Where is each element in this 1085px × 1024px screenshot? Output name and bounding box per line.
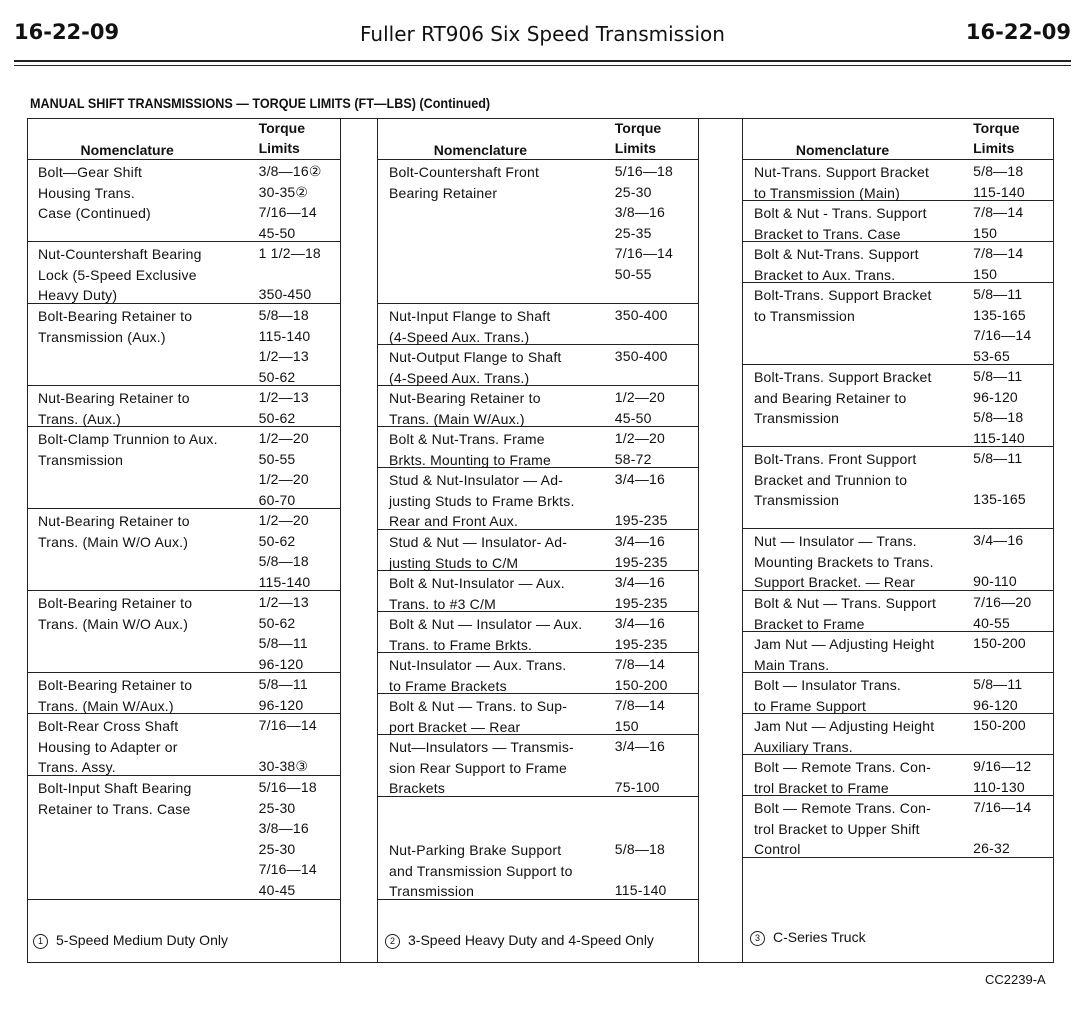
torque-limit-cell: 7/8—14 150 — [973, 204, 1024, 241]
table-row — [27, 386, 340, 427]
nomenclature-cell: Bolt-Rear Cross Shaft Housing to Adapter or Trans. Assy. — [38, 718, 179, 776]
footnote-text: C-Series Truck — [773, 929, 866, 945]
torque-limit-cell: 3/4—16 90-110 — [973, 532, 1024, 590]
table-row — [743, 201, 1054, 242]
torque-limit-cell: 5/16—18 25-30 3/8—16 25-30 7/16—14 40-45 — [258, 779, 317, 898]
nomenclature-cell: Bolt & Nut — Trans. to Sup- port Bracket — Rear — [389, 698, 568, 735]
nomenclature-cell: Jam Nut — Adjusting Height Main Trans. — [754, 636, 935, 673]
header-nomenclature: Nomenclature — [80, 142, 174, 158]
nomenclature-cell: Bolt-Bearing Retainer to Trans. (Main W/O Aux.) — [38, 595, 193, 632]
footnote-1 — [33, 932, 228, 949]
torque-limit-cell: 3/4—16 195-235 — [614, 533, 668, 570]
table-row — [743, 447, 1054, 529]
nomenclature-cell: Stud & Nut-Insulator — Ad- justing Studs to Frame Brkts. Rear and Front Aux. — [389, 472, 575, 530]
torque-limit-cell: 7/16—20 40-55 — [973, 594, 1032, 631]
torque-limit-cell: 9/16—12 110-130 — [973, 758, 1032, 795]
table-row — [378, 345, 698, 386]
figure-code: CC2239-A — [985, 972, 1046, 987]
table-row — [27, 714, 340, 776]
nomenclature-cell: Nut-Parking Brake Support and Transmission Support to Transmission — [389, 842, 573, 900]
nomenclature-cell: Bolt-Trans. Front Support Bracket and Trunnion to Transmission — [754, 451, 917, 509]
table-column-2 — [377, 118, 699, 963]
torque-limit-cell: 7/16—14 30-38③ — [258, 717, 317, 775]
torque-limit-cell: 1/2—13 50-62 5/8—11 96-120 — [258, 594, 309, 672]
nomenclature-cell: Bolt-Bearing Retainer to Transmission (Aux.) — [38, 308, 193, 345]
table-row — [378, 694, 698, 735]
torque-limit-cell: 7/8—14 150-200 — [614, 656, 668, 693]
table-row — [378, 160, 698, 304]
footnote-2 — [385, 932, 654, 949]
footnote-marker: 3 — [750, 931, 765, 946]
table-row — [743, 365, 1054, 447]
section-title: MANUAL SHIFT TRANSMISSIONS — TORQUE LIMITS (FT—LBS) (Continued) — [30, 95, 491, 111]
nomenclature-cell: Bolt & Nut — Trans. Support Bracket to Frame — [754, 595, 937, 632]
table-row — [743, 160, 1054, 201]
torque-limit-cell: 1/2—20 50-62 5/8—18 115-140 — [258, 512, 311, 590]
nomenclature-cell: Bolt-Clamp Trunnion to Aux. Transmission — [38, 431, 218, 468]
torque-limit-cell: 5/8—11 96-120 — [973, 676, 1023, 713]
table-row — [27, 427, 340, 509]
table-row — [743, 714, 1054, 755]
nomenclature-cell: Bolt — Remote Trans. Con- trol Bracket to Frame — [754, 759, 931, 796]
torque-limit-cell: 5/8—11 135-165 7/16—14 53-65 — [973, 286, 1032, 364]
page-number-right: 16-22-09 — [965, 20, 1071, 44]
page-header — [14, 18, 1071, 52]
header-rule-thin — [14, 65, 1071, 66]
torque-limit-cell: 5/8—11 96-120 5/8—18 115-140 — [973, 368, 1025, 446]
table-row — [27, 509, 340, 591]
torque-limit-cell: 1 1/2—18 350-450 — [258, 245, 321, 303]
table-row — [27, 160, 340, 242]
nomenclature-cell: Bolt-Bearing Retainer to Trans. (Main W/Aux.) — [38, 677, 193, 714]
nomenclature-cell: Bolt & Nut-Insulator — Aux. Trans. to #3 C/M — [389, 575, 565, 612]
torque-limit-cell: 150-200 — [973, 717, 1026, 733]
nomenclature-cell: Bolt-Trans. Support Bracket to Transmission — [754, 287, 932, 324]
table-row — [378, 571, 698, 612]
nomenclature-cell: Nut-Insulator — Aux. Trans. to Frame Brackets — [389, 657, 567, 694]
nomenclature-cell: Nut — Insulator — Trans. Mounting Brackets to Trans. Support Bracket. — Rear — [754, 533, 934, 591]
torque-limit-cell: 7/16—14 26-32 — [973, 799, 1032, 857]
table-row — [378, 386, 698, 427]
torque-limit-cell: 3/4—16 195-235 — [614, 471, 668, 529]
torque-limit-cell: 350-400 — [614, 307, 668, 323]
nomenclature-cell: Jam Nut — Adjusting Height Auxiliary Trans. — [754, 718, 935, 755]
table-row — [378, 735, 698, 797]
page-title: Fuller RT906 Six Speed Transmission — [360, 22, 725, 46]
torque-limit-cell: 3/4—16 195-235 — [614, 574, 668, 611]
torque-limit-cell: 1/2—13 50-62 — [258, 389, 309, 426]
table-row — [743, 858, 1054, 920]
header-rule-thick — [14, 60, 1071, 62]
nomenclature-cell: Nut-Bearing Retainer to Trans. (Main W/Aux.) — [389, 390, 541, 427]
table-row — [743, 755, 1054, 796]
table-row — [27, 776, 340, 900]
nomenclature-cell: Nut-Bearing Retainer to Trans. (Main W/O Aux.) — [38, 513, 190, 550]
nomenclature-cell: Bolt & Nut - Trans. Support Bracket to Trans. Case — [754, 205, 927, 242]
nomenclature-cell: Nut-Input Flange to Shaft (4-Speed Aux. Trans.) — [389, 308, 551, 345]
torque-limit-cell: 7/8—14 150 — [973, 245, 1024, 282]
table-row — [378, 900, 698, 962]
table-row — [27, 242, 340, 304]
nomenclature-cell: Nut-Countershaft Bearing Lock (5-Speed Exclusive Heavy Duty) — [38, 246, 202, 304]
nomenclature-cell: Stud & Nut — Insulator- Ad- justing Studs to C/M — [389, 534, 568, 571]
column-gap-divider — [340, 118, 341, 963]
table-row — [743, 591, 1054, 632]
header-torque-limits: Torque Limits — [614, 120, 662, 156]
torque-limit-cell: 5/16—18 25-30 3/8—16 25-35 7/16—14 50-55 — [614, 163, 674, 282]
header-torque-limits: Torque Limits — [973, 120, 1020, 156]
footnote-text: 3-Speed Heavy Duty and 4-Speed Only — [408, 932, 654, 948]
torque-limit-cell: 3/4—16 75-100 — [614, 738, 666, 796]
header-nomenclature: Nomenclature — [433, 142, 528, 158]
nomenclature-cell: Bolt-Trans. Support Bracket and Bearing Retainer to Transmission — [754, 369, 932, 427]
column-header — [27, 118, 340, 160]
table-row — [27, 900, 340, 962]
page-number-left: 16-22-09 — [14, 20, 120, 44]
torque-limit-cell: 5/8—11 135-165 — [973, 450, 1026, 508]
table-row — [27, 673, 340, 714]
torque-limit-cell: 5/8—18 115-140 1/2—13 50-62 — [258, 307, 311, 385]
torque-limit-cell: 7/8—14 150 — [614, 697, 666, 734]
nomenclature-cell: Bolt & Nut-Trans. Support Bracket to Aux. Trans. — [754, 246, 919, 283]
nomenclature-cell: Nut—Insulators — Transmis- sion Rear Support to Frame Brackets — [389, 739, 574, 797]
footnote-3 — [750, 929, 866, 946]
torque-limit-cell: 5/8—18 115-140 — [614, 841, 667, 899]
footnote-text: 5-Speed Medium Duty Only — [56, 932, 228, 948]
table-row — [743, 283, 1054, 365]
header-nomenclature: Nomenclature — [795, 142, 890, 158]
nomenclature-cell: Bolt-Input Shaft Bearing Retainer to Trans. Case — [38, 780, 192, 817]
nomenclature-cell: Nut-Output Flange to Shaft (4-Speed Aux. Trans.) — [389, 349, 562, 386]
torque-limit-cell: 3/8—16② 30-35② 7/16—14 45-50 — [258, 163, 322, 241]
column-header — [743, 118, 1054, 160]
table-row — [27, 591, 340, 673]
table-row — [378, 612, 698, 653]
table-row — [378, 530, 698, 571]
torque-limit-cell: 3/4—16 195-235 — [614, 615, 668, 652]
table-row — [27, 304, 340, 386]
table-column-3 — [742, 118, 1054, 963]
torque-limit-cell: 1/2—20 58-72 — [614, 430, 666, 467]
table-row — [743, 242, 1054, 283]
table-row — [378, 653, 698, 694]
table-row — [378, 304, 698, 345]
table-row — [378, 468, 698, 530]
torque-limit-cell: 5/8—11 96-120 — [258, 676, 308, 713]
nomenclature-cell: Bolt — Insulator Trans. to Frame Support — [754, 677, 901, 714]
table-row — [378, 797, 698, 900]
nomenclature-cell: Bolt & Nut-Trans. Frame Brkts. Mounting to Frame — [389, 431, 551, 468]
table-column-1 — [27, 118, 340, 963]
column-header — [378, 118, 698, 160]
table-row — [743, 796, 1054, 858]
nomenclature-cell: Bolt—Gear Shift Housing Trans. Case (Continued) — [38, 164, 151, 222]
nomenclature-cell: Nut-Trans. Support Bracket to Transmission (Main) — [754, 164, 930, 201]
nomenclature-cell: Bolt & Nut — Insulator — Aux. Trans. to Frame Brkts. — [389, 616, 583, 653]
footnote-marker: 2 — [385, 934, 400, 949]
table-row — [743, 632, 1054, 673]
nomenclature-cell: Bolt — Remote Trans. Con- trol Bracket to Upper Shift Control — [754, 800, 931, 858]
footnote-marker: 1 — [33, 934, 48, 949]
nomenclature-cell: Bolt-Countershaft Front Bearing Retainer — [389, 164, 540, 201]
torque-limit-cell: 1/2—20 50-55 1/2—20 60-70 — [258, 430, 309, 508]
torque-limit-cell: 150-200 — [973, 635, 1026, 651]
torque-limit-cell: 1/2—20 45-50 — [614, 389, 666, 426]
header-torque-limits: Torque Limits — [258, 120, 306, 156]
torque-limit-cell: 350-400 — [614, 348, 668, 364]
nomenclature-cell: Nut-Bearing Retainer to Trans. (Aux.) — [38, 390, 190, 427]
table-row — [743, 529, 1054, 591]
table-row — [378, 427, 698, 468]
table-row — [743, 673, 1054, 714]
torque-limit-cell: 5/8—18 115-140 — [973, 163, 1025, 200]
